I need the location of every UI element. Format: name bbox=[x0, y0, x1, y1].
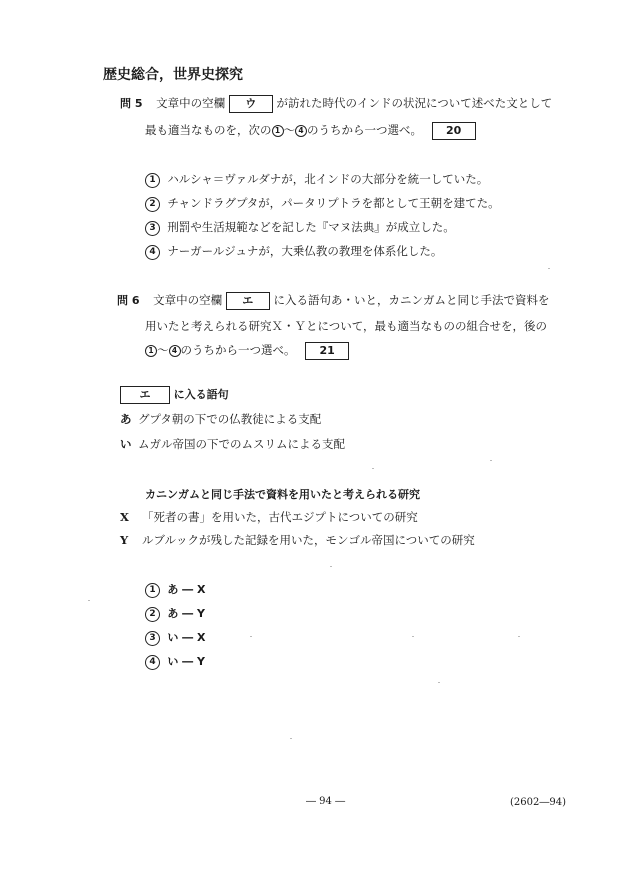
q5-label: 問 5 bbox=[120, 97, 143, 110]
study-y-text: ルブルックが残した記録を用いた，モンゴル帝国についての研究 bbox=[142, 533, 475, 547]
q6-line-1 bbox=[117, 291, 549, 310]
q5-text-4: のうちから一つ選べ。 bbox=[307, 123, 422, 137]
q5-answer-box[interactable]: 20 bbox=[432, 122, 476, 140]
q6-text-4: のうちから一つ選べ。 bbox=[180, 343, 296, 357]
term-i-text: ムガル帝国の下でのムスリムによる支配 bbox=[138, 437, 345, 451]
choice-text: あ ― X bbox=[167, 583, 206, 596]
choice-text: い ― X bbox=[167, 631, 206, 644]
scan-speck bbox=[438, 682, 440, 683]
choice-text: あ ― Y bbox=[167, 607, 205, 620]
page-number: ― 94 ― bbox=[306, 796, 346, 807]
study-x-text: 「死者の書」を用いた，古代エジプトについての研究 bbox=[142, 510, 418, 524]
q6-choice-1[interactable] bbox=[145, 580, 205, 599]
q6-study-x bbox=[120, 508, 418, 526]
q6-range-end-icon: 4 bbox=[169, 345, 181, 357]
scan-speck bbox=[412, 636, 414, 637]
q5-option-1[interactable] bbox=[145, 170, 488, 188]
q5-option-2[interactable] bbox=[145, 194, 500, 212]
q6-section-1-title bbox=[120, 385, 229, 404]
option-number-4-icon: 4 bbox=[145, 245, 160, 260]
option-number-2-icon: 2 bbox=[145, 197, 160, 212]
term-a-text: グプタ朝の下での仏教徒による支配 bbox=[138, 412, 322, 426]
choice-number-3-icon: 3 bbox=[145, 631, 160, 646]
q5-range-end-icon: 4 bbox=[295, 125, 307, 137]
q6-label: 問 6 bbox=[117, 294, 140, 307]
choice-number-4-icon: 4 bbox=[145, 655, 160, 670]
q6-line-2: 用いたと考えられる研究Ｘ・Ｙとについて，最も適当なものの組合せを，後の bbox=[145, 319, 548, 333]
q5-tilde: 〜 bbox=[283, 123, 295, 137]
option-number-1-icon: 1 bbox=[145, 173, 160, 188]
q6-section-2-title: カニンガムと同じ手法で資料を用いたと考えられる研究 bbox=[145, 488, 420, 501]
q6-choice-4[interactable] bbox=[145, 652, 205, 671]
q6-text-1: 文章中の空欄 bbox=[153, 293, 223, 307]
q6-section-blank-box: エ bbox=[120, 386, 170, 404]
option-text: ナーガールジュナが，大乗仏教の教理を体系化した。 bbox=[167, 244, 443, 258]
document-code: (2602―94) bbox=[510, 797, 566, 808]
option-number-3-icon: 3 bbox=[145, 221, 160, 236]
q5-text-2: が訪れた時代のインドの状況について述べた文として bbox=[276, 96, 553, 110]
scan-speck bbox=[330, 566, 332, 567]
scan-speck bbox=[372, 468, 374, 469]
q6-choice-3[interactable] bbox=[145, 628, 205, 647]
q6-choice-2[interactable] bbox=[145, 604, 205, 623]
choice-text: い ― Y bbox=[167, 655, 205, 668]
scan-speck bbox=[88, 600, 90, 601]
q5-text-3: 最も適当なものを，次の bbox=[145, 123, 272, 137]
scan-speck bbox=[518, 636, 520, 637]
option-text: チャンドラグプタが，パータリプトラを都として王朝を建てた。 bbox=[167, 196, 500, 210]
term-a-label: あ bbox=[120, 412, 132, 426]
q5-option-4[interactable] bbox=[145, 242, 442, 260]
choice-number-2-icon: 2 bbox=[145, 607, 160, 622]
q6-blank-box: エ bbox=[226, 292, 270, 310]
option-text: 刑罰や生活規範などを記した『マヌ法典』が成立した。 bbox=[167, 220, 455, 234]
q6-text-2: に入る語句あ・いと，カニンガムと同じ手法で資料を bbox=[273, 293, 550, 307]
q6-answer-box[interactable]: 21 bbox=[305, 342, 349, 360]
q5-text-1: 文章中の空欄 bbox=[156, 96, 226, 110]
q5-blank-box: ウ bbox=[229, 95, 273, 113]
q6-tilde: 〜 bbox=[157, 343, 169, 357]
q5-line-2 bbox=[145, 121, 476, 140]
term-i-label: い bbox=[120, 437, 132, 451]
scan-speck bbox=[250, 636, 252, 637]
scan-speck bbox=[490, 460, 492, 461]
q6-term-a bbox=[120, 410, 321, 428]
q5-range-start-icon: 1 bbox=[272, 125, 284, 137]
choice-number-1-icon: 1 bbox=[145, 583, 160, 598]
study-x-label: X bbox=[120, 510, 129, 524]
q6-range-start-icon: 1 bbox=[145, 345, 157, 357]
study-y-label: Y bbox=[120, 533, 129, 547]
q6-study-y bbox=[120, 531, 475, 549]
q6-line-3 bbox=[145, 341, 349, 360]
option-text: ハルシャ＝ヴァルダナが，北インドの大部分を統一していた。 bbox=[167, 172, 489, 186]
q5-line-1 bbox=[120, 94, 552, 113]
q6-term-i bbox=[120, 435, 345, 453]
section-1-title: に入る語句 bbox=[173, 388, 229, 401]
scan-speck bbox=[290, 738, 292, 739]
section-heading: 歴史総合，世界史探究 bbox=[103, 67, 243, 83]
scan-speck bbox=[548, 268, 550, 269]
q5-option-3[interactable] bbox=[145, 218, 455, 236]
